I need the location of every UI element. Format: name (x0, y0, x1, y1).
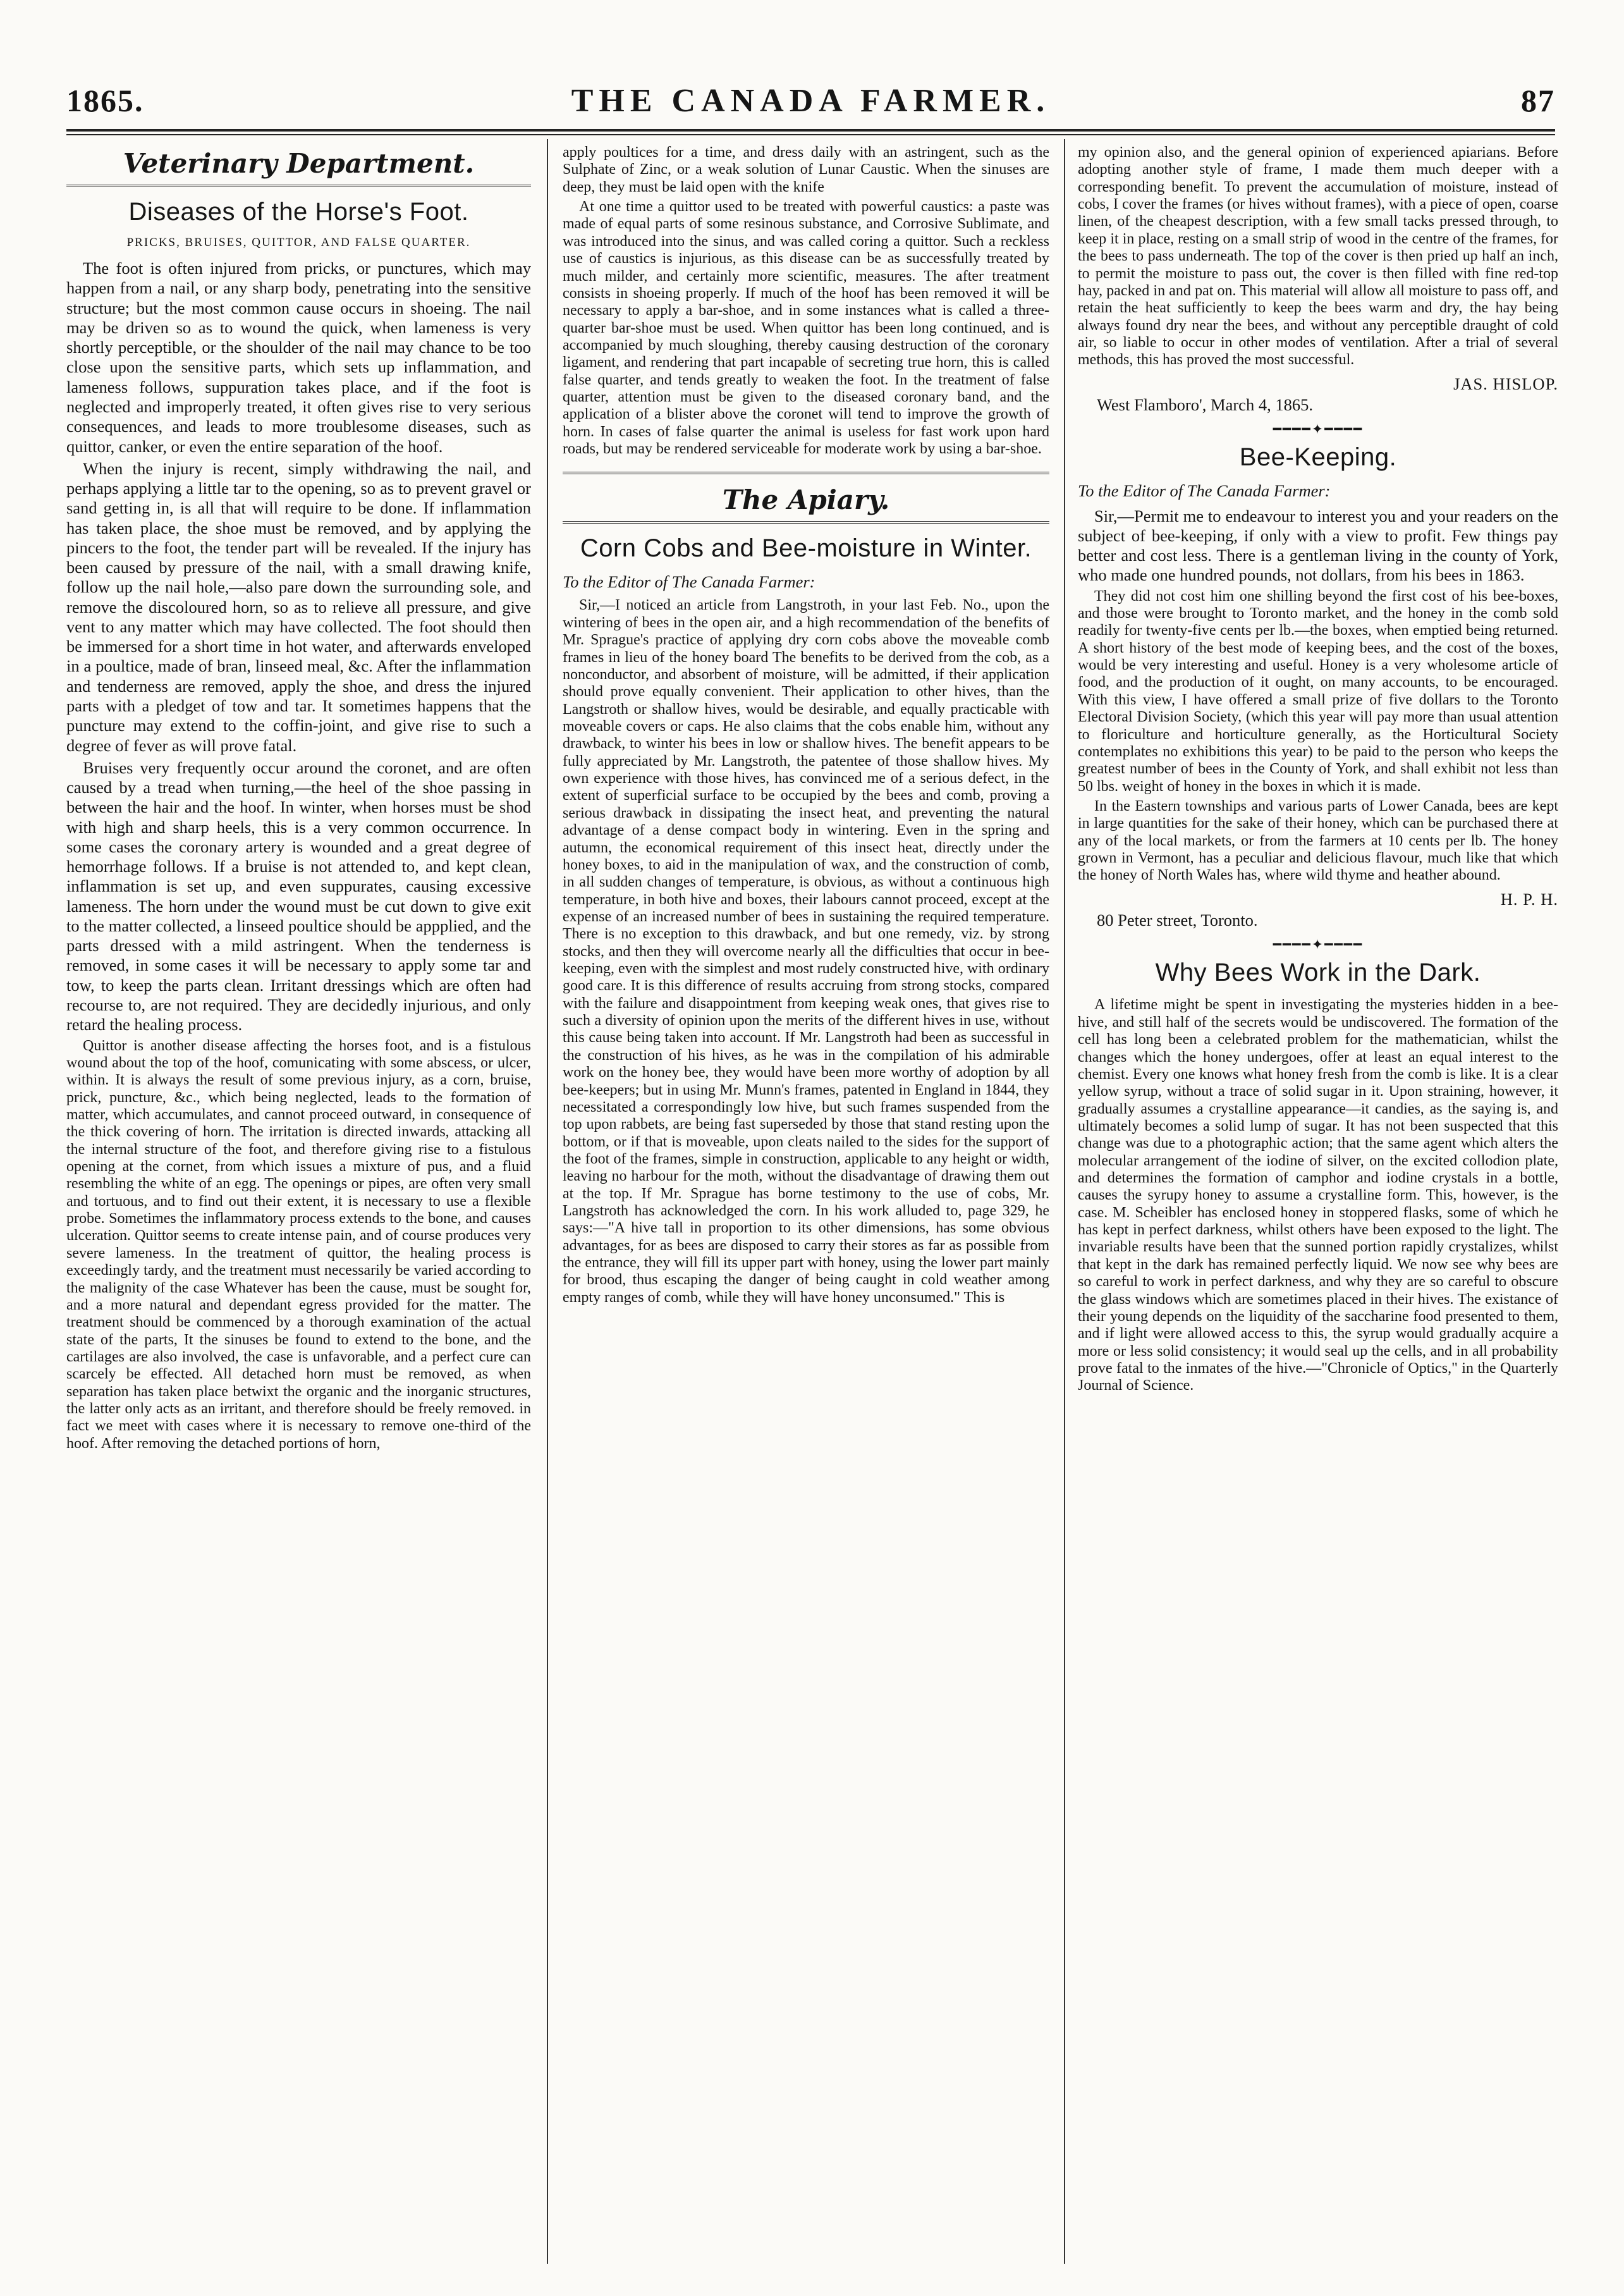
horse-foot-subtitle: PRICKS, BRUISES, QUITTOR, AND FALSE QUARTER. (126, 235, 471, 249)
paragraph: Quittor is another disease affecting the horses foot, and is a fistulous wound about the top of the hoof, comunicating with some abscess, or ulcer, within. It is always the result of some previous injury, as a corn, bruise, prick, puncture, &c., which being neglected, leads to the formation of matter, which accumulates, and cannot proceed outward, in consequence of the thick covering of horn. The irritation is directed inwards, attacking all the internal structure of the foot, and therefore giving rise to a fistulous opening at the cornet, from which issues a mixture of pus, and a fluid resembling the white of an egg. The openings or pipes, are often very small and tortuous, and to find out their extent, it is necessary to use a flexible probe. Sometimes the inflammatory process extends to the bone, and causes ulceration. Quittor seems to create intense pain, and of course produces very severe lameness. In the treatment of quittor, the healing process is exceedingly tardy, and the treatment must necessarily be varied according to the malignity of the case Whatever has been the cause, must be sought for, and a more natural and dependant egress provided for the matter. The treatment should be commenced by a thorough examination of the actual state of the parts, It the sinuses be found to extend to the bone, and the cartilages are also involved, the case is unfavorable, and a perfect cure can scarcely be effected. All detached horn must be removed, as when separation has taken place betwixt the organic and the inorganic structures, the latter only acts as an irritant, and therefore should be freely removed. in fact we meet with cases where it is necessary to remove one-third of the hoof. After removing the detached portions of horn, (66, 1037, 531, 1452)
paragraph: In the Eastern townships and various parts of Lower Canada, bees are kept in large quantities for the sake of their honey, which can be purchased there at any of the local markets, or from the farmers at 10 cents per lb. The honey grown in Vermont, has a peculiar and delicious flavour, much like that which the honey of North Wales has, where wild thyme and heather abound. (1078, 797, 1558, 884)
column-2 (563, 144, 1049, 2266)
letter-signature: JAS. HISLOP. (1453, 374, 1558, 393)
issue-year: 1865. (66, 83, 144, 118)
letter-place-date: 80 Peter street, Toronto. (1097, 911, 1258, 930)
masthead (66, 82, 1555, 133)
publication-title: THE CANADA FARMER. (571, 83, 1051, 119)
paragraph: When the injury is recent, simply withdrawing the nail, and perhaps applying a little tar to the opening, so as to prevent gravel or sand getting in, is all that will require to be done. If inflammation has taken place, the shoe must be removed, and by applying the pincers to the foot, the tender part will be revealed. If the injury has been caused by pressure of the nail, with a small drawing knife, follow up the nail hole,—also pare down the surrounding sole, and remove the discoloured horn, so as to relieve all pressure, and give vent to any matter which may have collected. The foot should then be immersed for a short time in hot water, and afterwards enveloped in a poultice, made of bran, linseed meal, &c. After the inflammation and tenderness are removed, apply the shoe, and dress the injured parts with a pledget of tow and tar. It sometimes happens that the puncture may extend to the coffin-joint, and give rise to such a degree of fever as will prove fatal. (66, 458, 531, 755)
letter-place-date: West Flamboro', March 4, 1865. (1097, 395, 1313, 414)
column-divider (1064, 139, 1065, 2264)
editor-salutation: To the Editor of The Canada Farmer: (1078, 481, 1331, 501)
paragraph: Sir,—Permit me to endeavour to interest you and your readers on the subject of bee-keeping, if only with a view to profit. Few things pay better and cost less. There is a gentleman living in the county of York, who made one hundred pounds, not dollars, from his bees in 1863. (1078, 506, 1558, 585)
column-3 (1078, 144, 1558, 2266)
letter-signature: H. P. H. (1500, 889, 1558, 909)
page-number: 87 (1521, 83, 1555, 118)
apiary-department-heading: The Apiary. (722, 484, 890, 516)
editor-salutation: To the Editor of The Canada Farmer: (563, 572, 815, 592)
paragraph: At one time a quittor used to be treated with powerful caustics: a paste was made of equal parts of some resinous substance, and Corrosive Sublimate, and was introduced into the sinus, and was called coring a quittor. Such a reckless use of caustics is injurious, as this disease can be as successfully treated by much milder, and certainly more scientific, measures. The after treatment consists in shoeing properly. If much of the hoof has been removed it will be necessary to apply a bar-shoe, and in some instances what is called a three-quarter bar-shoe must be used. When quittor has been long continued, and is accompanied by much sloughing, thereby causing destruction of the coronary ligament, and rendering that part incapable of secreting true horn, this is called false quarter, and tends greatly to weaken the foot. In the treatment of false quarter, attention must be given to the diseased coronary band, and the application of a blister above the coronet will tend to improve the growth of horn. In cases of false quarter the animal is useless for fast work upon hard roads, but may be rendered serviceable for moderate work by using a bar-shoe. (563, 199, 1049, 458)
masthead-rule-thin (66, 134, 1555, 135)
ornamental-separator: ━━━━✦━━━━ (1273, 936, 1364, 953)
paragraph: They did not cost him one shilling beyond the first cost of his bee-boxes, and those were brought to Toronto market, and the honey in the comb sold readily for twenty-five cents per lb.—the boxes, when emptied being returned. A short history of the best mode of keeping bees, and the cost of the boxes, would be very interesting and useful. Honey is a very wholesome article of food, and the production of it ought, on many accounts, to be encouraged. With this view, I have offered a small prize of five dollars to the Toronto Electoral Division Society, (which this year will pay more than usual attention to floriculture and horticulture generally, as the Horticultural Society contemplates no exhibitions this year) to be paid to the person who keeps the greatest number of bees in the County of York, and shall exhibit not less than 50 lbs. weight of honey in the boxes in which it is made. (1078, 587, 1558, 795)
paragraph: A lifetime might be spent in investigating the mysteries hidden in a bee-hive, and still half of the secrets would be undiscovered. The formation of the cell has long been a celebrated problem for the mathematician, whilst the changes which the honey undergoes, offer at least an equal interest to the chemist. Every one knows what honey fresh from the comb is like. It is a clear yellow syrup, without a trace of solid sugar in it. Upon straining, however, it gradually assumes a crystalline appearance—it candies, as the saying is, and ultimately becomes a solid lump of sugar. It has not been suspected that this change was due to a photographic action; that the same agent which alters the molecular arrangement of the iodine of silver, on the excited collodion plate, and determines the formation of camphor and iodine crystals in a bottle, causes the syrupy honey to assume a crystalline form. This, however, is the case. M. Scheibler has enclosed honey in stoppered flasks, some of which he has kept in perfect darkness, whilst others have been exposed to the light. The invariable results have been that the sunned portion rapidly crystalizes, whilst that kept in the dark has remained perfectly liquid. We now see why bees are so careful to work in perfect darkness, and why they are so careful to obscure the glass windows which are sometimes placed in their hives. The existance of their young depends on the liquidity of the saccharine food presented to them, and if light were allowed access to this, the syrup would gradually acquire a more or less solid consistency; it would seal up the cells, and in all probability prove fatal to the inmates of the hive.—"Chronicle of Optics," in the Quarterly Journal of Science. (1078, 997, 1558, 1394)
bees-dark-article-title: Why Bees Work in the Dark. (1155, 959, 1481, 987)
heading-rule (66, 185, 531, 187)
paragraph: The foot is often injured from pricks, or punctures, which may happen from a nail, or any sharp body, penetrating into the sensitive structure; but the most common cause occurs in shoeing. The nail may be driven so as to wound the quick, when lameness is very shortly perceptible, or the shoulder of the nail may chance to be too close upon the sensitive parts, which sets up inflammation, and lameness follows, suppuration takes place, and if the foot is neglected and improperly treated, it often gives rise to very serious consequences, and leads to more troublesome diseases, such as quittor, canker, or even the entire separation of the hoof. (66, 259, 531, 456)
ornamental-separator: ━━━━✦━━━━ (1273, 421, 1364, 438)
paragraph: Sir,—I noticed an article from Langstroth, in your last Feb. No., upon the wintering of bees in the open air, and a high recommendation of the benefits of Mr. Sprague's practice of applying dry corn cobs above the moveable comb frames in lieu of the honey board The benefits to be derived from the cob, as a nonconductor, and absorbent of moisture, will be admitted, if their application should prove equally convenient. Their application to other hives, than the Langstroth or shallow hives, would be desirable, and equally practicable with moveable covers or caps. He also claims that the cobs enable him, without any drawback, to winter his bees in low or shallow hives. The benefit appears to be fully appreciated by Mr. Langstroth, the patentee of those shallow hives. My own experience with those hives, has convinced me of a serious defect, in the extent of superficial surface to be occupied by the bees and comb, proving a serious drawback in dissipating the insect heat, and preventing the natural advantage of a dense compact body in wintering. Even in the spring and autumn, the economical requirement of this insect heat, directly under the honey boxes, to aid in the manipulation of wax, and the construction of comb, in all sudden changes of temperature, is obvious, as without a continuous high temperature, in both hive and boxes, their labours cannot proceed, except at the expense of an increased number of bees in sustaining the required temperature. There is no exception to this drawback, and but one remedy, viz. by strong stocks, and then they will overcome nearly all the difficulties that occur in bee-keeping, even with the simplest and most rudely constructed hive, with ordinary good care. It is this difference of results accruing from strong stocks, compared with the failure and disappointment from keeping weak ones, that gives rise to such a diversity of opinion upon the merits of the different hives in use, without this cause being taken into account. If Mr. Langstroth had been as successful in the construction of his hives, as he was in the compilation of his admirable work on the honey bee, they would have been more worthy of adoption by all bee-keepers; but in using Mr. Munn's frames, patented in England in 1844, they necessitated a correspondingly low hive, but such frames suspended from the top upon rabbets, are being fast superseded by those that stand resting upon the bottom, or if that is moveable, upon cleats nailed to the sides for the support of the foot of the frames, simple in construction, applicable to any height or width, leaving no harbour for the moth, without the disadvantage of drawing them out at the top. If Mr. Sprague has borne testimony to the use of cobs, Mr. Langstroth has acknowledged the corn. In his work alluded to, page 329, he says:—"A hive tall in proportion to its other dimensions, has some obvious advantages, for as bees are disposed to carry their stores as far as possible from the entrance, they will fill its upper part with honey, using the lower part mainly for brood, thus escaping the danger of being caught in cold weather among empty ranges of comb, while they will have honey unconsumed." This is (563, 597, 1049, 1306)
paragraph: my opinion also, and the general opinion of experienced apiarians. Before adopting another style of frame, I made them much deeper with a corresponding benefit. To prevent the accumulation of moisture, instead of cobs, I cover the frames (or hives without frames), with a piece of open, coarse linen, of the cheapest description, with a few small tacks pressed through, to keep it in place, resting on a small strip of wood in the centre of the frames, for the bees to pass underneath. The top of the cover is then pried up half an inch, to permit the moisture to pass out, the cover is then filled with fine red-top hay, packed in and pat on. This material will allow all moisture to pass off, and retain the heat sufficiently to keep the bees warm and dry, the hay being always found dry near the bees, and without any perceptible draught of cold air, so liable to occur in other modes of ventilation. After a trial of several methods, this has proved the most successful. (1078, 144, 1558, 369)
section-rule (563, 472, 1049, 474)
column-1 (66, 144, 531, 2266)
column-divider (547, 139, 548, 2264)
paragraph: apply poultices for a time, and dress daily with an astringent, such as the Sulphate of Zinc, or a weak solution of Lunar Caustic. When the sinuses are deep, they must be laid open with the knife (563, 144, 1049, 195)
heading-rule (563, 521, 1049, 524)
masthead-rule (66, 129, 1555, 132)
paragraph: Bruises very frequently occur around the coronet, and are often caused by a tread when turning,—the heel of the shoe passing in between the hair and the hoof. In winter, when horses must be shod with high and sharp heels, this is a very common occurrence. In some cases the coronary artery is wounded and a great degree of hemorrhage follows. If a bruise is not attended to, and kept clean, inflammation is set up, and even suppurates, causing excessive lameness. The horn under the wound must be cut down to give exit to the matter collected, a linseed poultice should be appplied, and the parts dressed with a mild astringent. When the tenderness is removed, in some cases it will be necessary to apply some tar and tow, to keep the parts clean. Irritant dressings which are often had recourse to, are not required. They are decidedly injurious, and only retard the healing process. (66, 758, 531, 1034)
horse-foot-article-title: Diseases of the Horse's Foot. (128, 197, 469, 226)
veterinary-department-heading: Veterinary Department. (123, 148, 475, 179)
bee-keeping-article-title: Bee-Keeping. (1239, 443, 1397, 472)
corn-cobs-article-title: Corn Cobs and Bee-moisture in Winter. (580, 534, 1032, 563)
